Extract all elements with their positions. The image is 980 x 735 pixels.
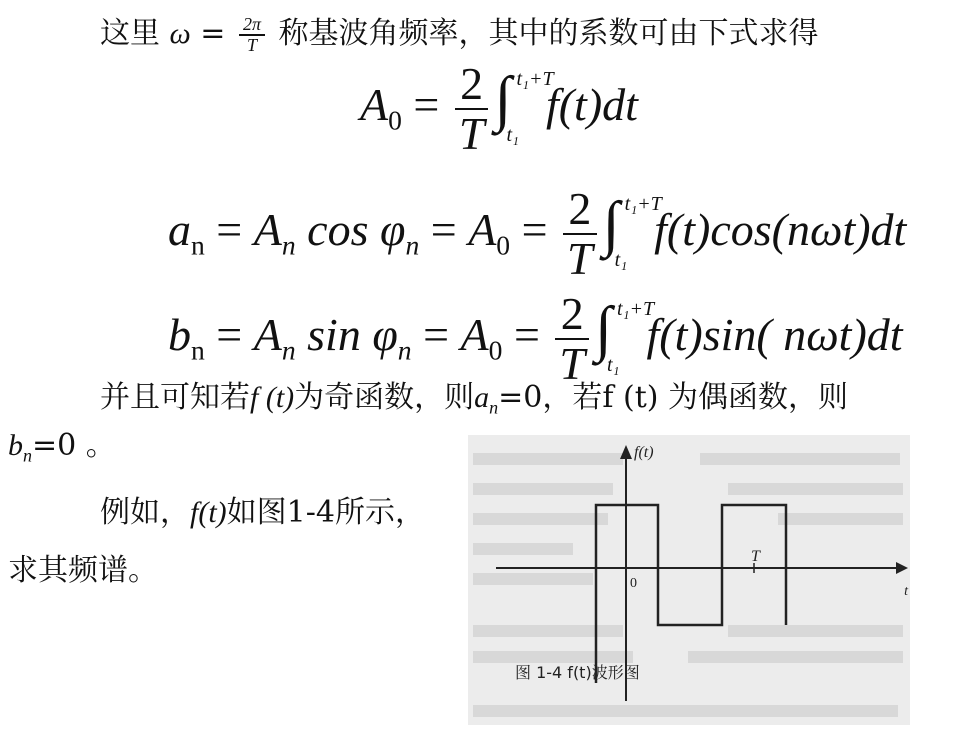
equation-an: $a_n = A_n$ $\cos \varphi_n = A_0$ = $\frac{2}{T}$ ∫ t₁+T t₁ f(t)cos(nωt)dt — [168, 183, 907, 285]
y-axis-arrow — [620, 445, 632, 459]
eq2-lhs-sub: n — [191, 229, 205, 261]
intro-equals: = — [200, 16, 226, 51]
x-axis-arrow — [896, 562, 908, 574]
example-line1 — [100, 487, 425, 531]
eq3-lhs: b — [168, 308, 191, 360]
eq3-mid2-sub: 0 — [488, 334, 503, 366]
eq1-integral — [492, 65, 554, 147]
parity-text-4: =0 。 — [32, 428, 116, 463]
eq3-integrand: f(t)sin( nωt)dt — [646, 308, 903, 360]
eq1-lhs-sub: 0 — [388, 104, 402, 136]
equation-bn: $b_n = A_n$ $\sin \varphi_n = A_0$ = $\frac{2}{T}$ ∫ t₁+T t₁ f(t)sin( nωt)dt — [168, 288, 903, 390]
y-axis-label: f(t) — [634, 444, 654, 461]
eq3-den: T — [559, 338, 585, 390]
eq2-mid1: A — [253, 203, 282, 255]
eq2-fraction — [563, 185, 597, 284]
eq2-mid2-sub: 0 — [496, 229, 511, 261]
parity-a: a — [474, 381, 490, 414]
integral-sign: ∫ — [602, 190, 620, 259]
eq1-fraction — [455, 60, 489, 159]
eq2-den: T — [567, 233, 593, 285]
parity-paragraph-line1 — [100, 372, 848, 418]
parity-b: b — [8, 429, 23, 462]
parity-f: f (t) — [250, 381, 295, 414]
eq2-mid1-sub: n — [281, 229, 296, 261]
intro-suffix: 称基波角频率，其中的系数可由下式求得 — [278, 16, 819, 51]
example-text-1: 例如， — [100, 495, 190, 530]
eq3-mid1: A — [253, 308, 282, 360]
eq3-integral — [593, 295, 655, 377]
omega-frac-numerator: 2π — [239, 15, 265, 36]
period-label: T — [751, 548, 760, 565]
eq3-fn: sin φ — [307, 308, 398, 360]
parity-a-sub: n — [489, 397, 499, 418]
eq3-lower-limit: t₁ — [607, 354, 620, 377]
eq2-integrand: f(t)cos(nωt)dt — [654, 203, 907, 255]
eq3-upper-limit: t₁+T — [617, 298, 655, 321]
example-line2 — [8, 545, 158, 589]
omega-symbol: ω — [169, 17, 191, 50]
omega-frac-denominator: T — [246, 35, 257, 55]
eq2-mid2: A — [468, 203, 497, 255]
eq2-fn-sub: n — [405, 229, 420, 261]
eq3-lhs-sub: n — [191, 334, 205, 366]
origin-label: 0 — [630, 576, 637, 591]
eq3-mid1-sub: n — [281, 334, 296, 366]
parity-paragraph-line2 — [8, 420, 116, 466]
integral-sign: ∫ — [494, 65, 512, 134]
eq1-equals: = — [413, 78, 440, 130]
eq2-num: 2 — [563, 185, 597, 235]
parity-text-1: 并且可知若 — [100, 380, 250, 415]
parity-b-sub: n — [23, 445, 32, 466]
eq2-integral — [601, 190, 662, 272]
eq1-den: T — [458, 108, 485, 160]
x-axis-label: t — [904, 584, 908, 599]
intro-prefix: 这里 — [100, 16, 160, 51]
example-text-3: 求其频谱。 — [8, 553, 158, 588]
integral-sign: ∫ — [595, 295, 612, 364]
eq1-lhs: A — [360, 78, 389, 130]
eq3-num: 2 — [555, 290, 589, 340]
example-f: f(t) — [190, 496, 227, 529]
eq2-lhs: a — [168, 203, 191, 255]
eq1-lower-limit: t₁ — [506, 124, 519, 147]
eq1-num: 2 — [455, 60, 489, 110]
eq2-fn: cos φ — [307, 203, 406, 255]
eq2-lower-limit: t₁ — [614, 249, 628, 272]
equation-a0 — [360, 60, 638, 159]
figure-caption: 图 1-4 f(t)波形图 — [515, 663, 640, 682]
eq1-integrand: f(t)dt — [545, 78, 638, 130]
eq2-upper-limit: t₁+T — [624, 193, 662, 216]
eq3-fn-sub: n — [397, 334, 412, 366]
example-text-2: 如图1-4所示， — [226, 495, 425, 530]
parity-text-3: =0，若f (t) 为偶函数，则 — [498, 380, 849, 415]
eq1-upper-limit: t₁+T — [516, 68, 554, 91]
parity-text-2: 为奇函数，则 — [294, 380, 475, 415]
intro-line — [100, 8, 819, 55]
eq3-mid2: A — [460, 308, 489, 360]
omega-fraction — [239, 15, 265, 55]
